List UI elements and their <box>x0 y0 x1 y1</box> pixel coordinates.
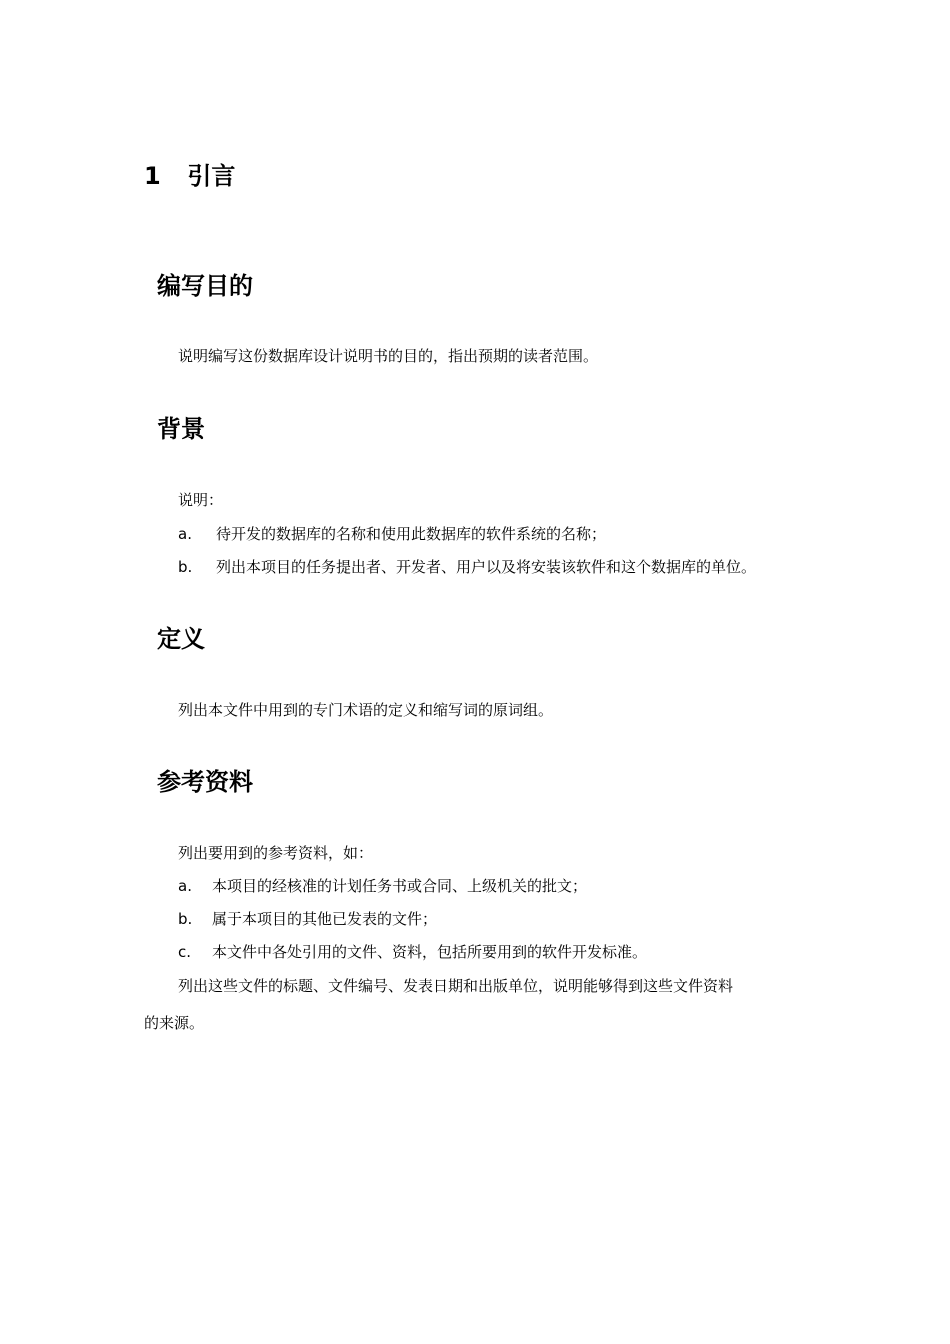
list-item-text: 属于本项目的其他已发表的文件； <box>212 910 438 928</box>
purpose-text: 说明编写这份数据库设计说明书的目的，指出预期的读者范围。 <box>178 347 599 365</box>
background-intro: 说明： <box>178 491 224 509</box>
section-title: 引言 <box>187 162 236 190</box>
definitions-text: 列出本文件中用到的专门术语的定义和缩写词的原词组。 <box>178 701 554 719</box>
list-marker: a. <box>178 877 192 895</box>
list-item-text: 待开发的数据库的名称和使用此数据库的软件系统的名称； <box>216 525 607 543</box>
references-heading: 参考资料 <box>157 768 253 796</box>
list-item <box>178 909 437 929</box>
list-marker: c. <box>178 943 192 961</box>
list-item <box>178 557 756 577</box>
list-item-text: 列出本项目的任务提出者、开发者、用户以及将安装该软件和这个数据库的单位。 <box>216 558 757 576</box>
references-closing-line2: 的来源。 <box>144 1014 205 1032</box>
section-number: 1 <box>144 162 161 190</box>
list-item-text: 本文件中各处引用的文件、资料，包括所要用到的软件开发标准。 <box>212 943 648 961</box>
list-marker: b. <box>178 910 193 928</box>
list-marker: b. <box>178 558 193 576</box>
list-item <box>178 524 606 544</box>
list-item <box>178 942 647 962</box>
definitions-heading: 定义 <box>157 625 205 653</box>
list-item-text: 本项目的经核准的计划任务书或合同、上级机关的批文； <box>212 877 588 895</box>
background-heading: 背景 <box>157 415 205 443</box>
references-closing-line1: 列出这些文件的标题、文件编号、发表日期和出版单位，说明能够得到这些文件资料 <box>178 977 734 995</box>
purpose-heading: 编写目的 <box>157 272 253 300</box>
references-intro: 列出要用到的参考资料，如： <box>178 844 374 862</box>
list-marker: a. <box>178 525 192 543</box>
list-item <box>178 876 587 896</box>
section-heading <box>144 156 235 191</box>
